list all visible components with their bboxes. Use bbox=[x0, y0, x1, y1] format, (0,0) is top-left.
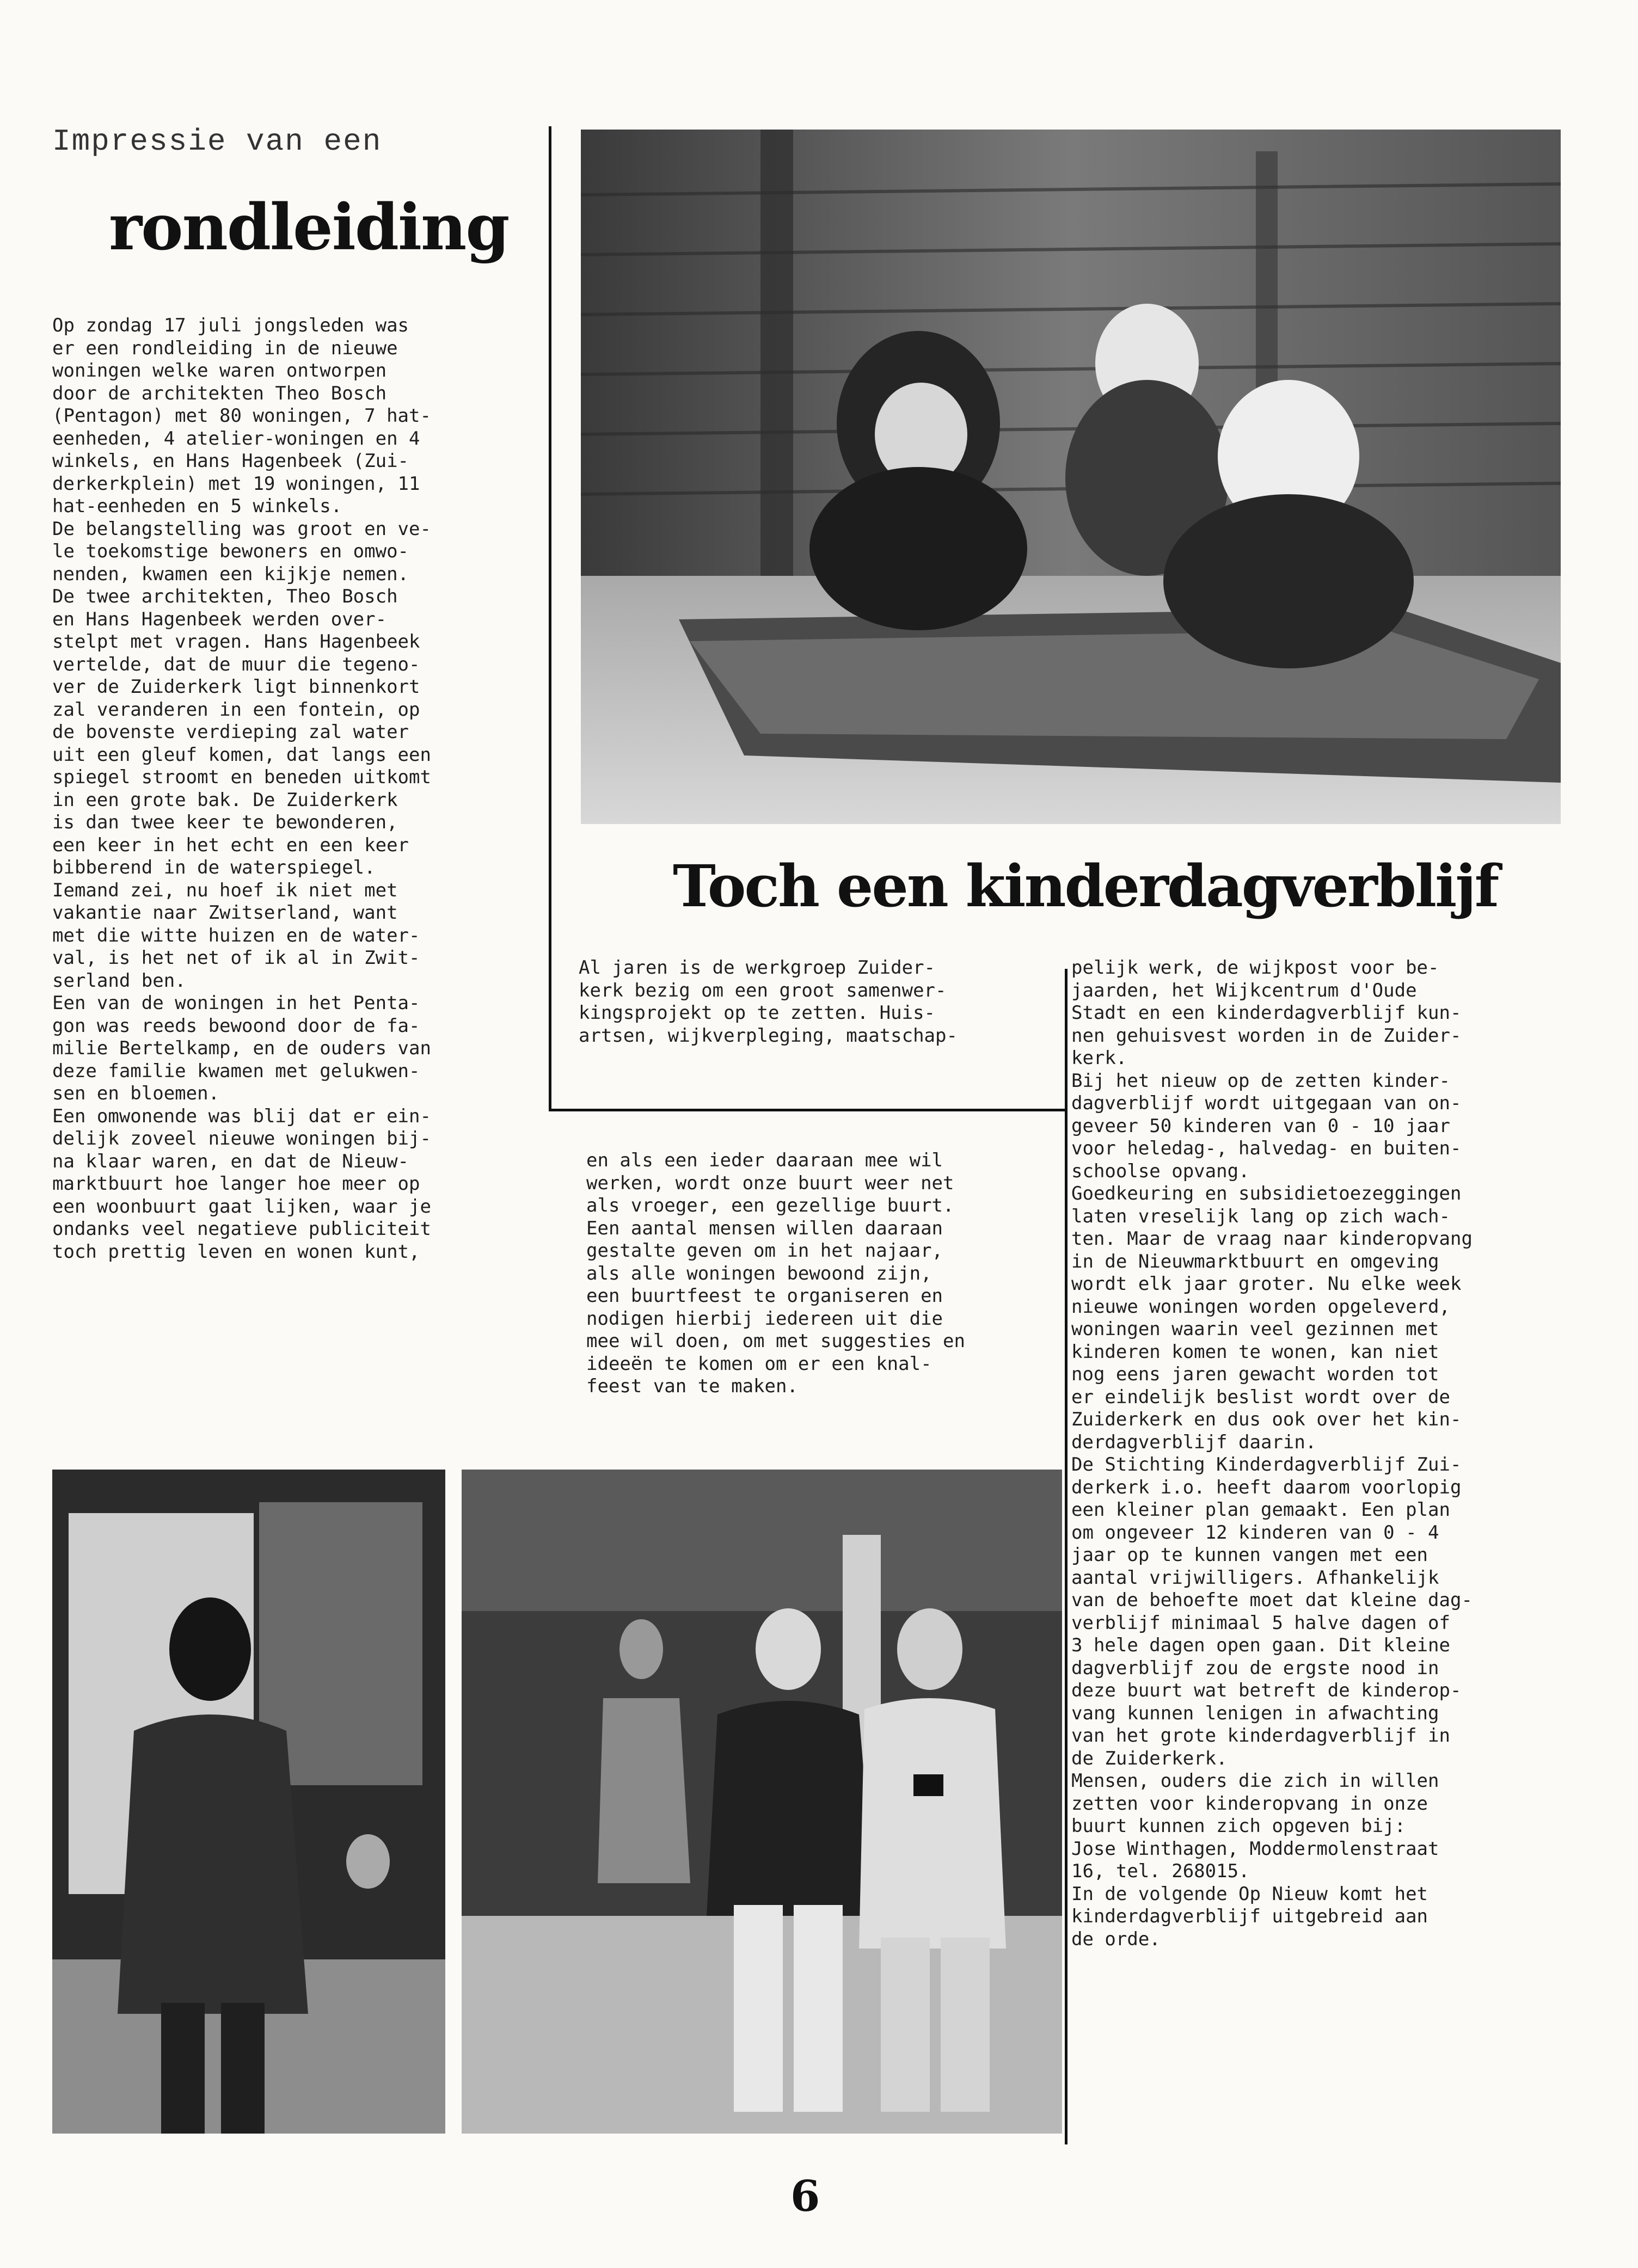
kinderdagverblijf-line: De Stichting Kinderdagverblijf Zui- bbox=[1071, 1454, 1462, 1476]
article-body-kinderdagverblijf bbox=[1071, 957, 1473, 1951]
kinderdagverblijf-line: ten. Maar de vraag naar kinderopvang bbox=[1071, 1228, 1473, 1250]
kinderdagverblijf-line: om ongeveer 12 kinderen van 0 - 4 bbox=[1071, 1521, 1439, 1544]
rondleiding-line: uit een gleuf komen, dat langs een bbox=[52, 743, 431, 766]
kinderdagverblijf-line: Jose Winthagen, Moddermolenstraat bbox=[1071, 1837, 1439, 1860]
rondleiding-continuation-line: gestalte geven om in het najaar, bbox=[586, 1240, 943, 1262]
kinderdagverblijf-line: Bij het nieuw op de zetten kinder- bbox=[1071, 1070, 1450, 1092]
kinderdagverblijf-line: buurt kunnen zich opgeven bij: bbox=[1071, 1815, 1406, 1837]
photo-man-walking bbox=[52, 1470, 445, 2134]
kinderdagverblijf-line: In de volgende Op Nieuw komt het bbox=[1071, 1883, 1428, 1905]
kinderdagverblijf-line: Mensen, ouders die zich in willen bbox=[1071, 1770, 1439, 1792]
rondleiding-line: serland ben. bbox=[52, 969, 186, 992]
rondleiding-line: (Pentagon) met 80 woningen, 7 hat- bbox=[52, 405, 431, 427]
rondleiding-line: na klaar waren, en dat de Nieuw- bbox=[52, 1150, 409, 1172]
kinderdagverblijf-line: van de behoefte moet dat kleine dag- bbox=[1071, 1589, 1473, 1611]
rondleiding-line: De belangstelling was groot en ve- bbox=[52, 518, 431, 540]
rondleiding-continuation-line: ideeën te komen om er een knal- bbox=[586, 1353, 932, 1375]
rondleiding-continuation-line: als vroeger, een gezellige buurt. bbox=[586, 1195, 954, 1216]
kinderdagverblijf-line: jaar op te kunnen vangen met een bbox=[1071, 1544, 1428, 1566]
kinderdagverblijf-line: 3 hele dagen open gaan. Dit kleine bbox=[1071, 1634, 1450, 1656]
kinderdagverblijf-intro-line: kerk bezig om een groot samenwer- bbox=[579, 979, 947, 1001]
rondleiding-line: een woonbuurt gaat lijken, waar je bbox=[52, 1195, 431, 1218]
kinderdagverblijf-line: zetten voor kinderopvang in onze bbox=[1071, 1792, 1428, 1815]
rondleiding-line: door de architekten Theo Bosch bbox=[52, 382, 387, 404]
rondleiding-line: val, is het net of ik al in Zwit- bbox=[52, 947, 420, 969]
kinderdagverblijf-line: nieuwe woningen worden opgeleverd, bbox=[1071, 1295, 1450, 1318]
rondleiding-line: eenheden, 4 atelier-woningen en 4 bbox=[52, 427, 420, 450]
rondleiding-line: er een rondleiding in de nieuwe bbox=[52, 337, 398, 359]
photo-children-sandbox bbox=[581, 130, 1561, 824]
kinderdagverblijf-line: derkerk i.o. heeft daarom voorlopig bbox=[1071, 1476, 1462, 1498]
kinderdagverblijf-line: laten vreselijk lang op zich wach- bbox=[1071, 1205, 1450, 1227]
rondleiding-line: vakantie naar Zwitserland, want bbox=[52, 902, 398, 924]
kinderdagverblijf-line: Stadt en een kinderdagverblijf kun- bbox=[1071, 1002, 1462, 1024]
kinderdagverblijf-line: dagverblijf zou de ergste nood in bbox=[1071, 1657, 1439, 1679]
kinderdagverblijf-line: deze buurt wat betreft de kinderop- bbox=[1071, 1680, 1462, 1701]
rondleiding-line: sen en bloemen. bbox=[52, 1083, 220, 1104]
rondleiding-line: winkels, en Hans Hagenbeek (Zui- bbox=[52, 450, 409, 472]
kinderdagverblijf-line: de orde. bbox=[1071, 1928, 1161, 1950]
rondleiding-line: milie Bertelkamp, en de ouders van bbox=[52, 1037, 431, 1059]
rondleiding-line: marktbuurt hoe langer hoe meer op bbox=[52, 1173, 420, 1195]
rondleiding-line: Iemand zei, nu hoef ik niet met bbox=[52, 879, 398, 901]
kinderdagverblijf-line: aantal vrijwilligers. Afhankelijk bbox=[1071, 1566, 1439, 1589]
kinderdagverblijf-line: dagverblijf wordt uitgegaan van on- bbox=[1071, 1092, 1462, 1114]
article-title-kinderdagverblijf: Toch een kinderdagverblijf bbox=[673, 852, 1498, 920]
kinderdagverblijf-line: een kleiner plan gemaakt. Een plan bbox=[1071, 1499, 1450, 1521]
divider-vertical-right bbox=[1065, 969, 1068, 2144]
rondleiding-line: een keer in het echt en een keer bbox=[52, 834, 409, 856]
photo-children-sandbox-image bbox=[581, 130, 1561, 824]
rondleiding-line: zal veranderen in een fontein, op bbox=[52, 698, 420, 721]
rondleiding-line: in een grote bak. De Zuiderkerk bbox=[52, 789, 398, 811]
rondleiding-line: woningen welke waren ontworpen bbox=[52, 360, 387, 382]
kinderdagverblijf-line: pelijk werk, de wijkpost voor be- bbox=[1071, 957, 1439, 979]
kinderdagverblijf-line: van het grote kinderdagverblijf in bbox=[1071, 1725, 1450, 1747]
photo-men-standing bbox=[462, 1470, 1062, 2134]
kinderdagverblijf-line: Zuiderkerk en dus ook over het kin- bbox=[1071, 1409, 1462, 1430]
kinderdagverblijf-intro-line: artsen, wijkverpleging, maatschap- bbox=[579, 1024, 958, 1047]
kinderdagverblijf-line: 16, tel. 268015. bbox=[1071, 1860, 1250, 1882]
kinderdagverblijf-line: jaarden, het Wijkcentrum d'Oude bbox=[1071, 979, 1417, 1001]
kinderdagverblijf-line: kerk. bbox=[1071, 1047, 1127, 1069]
page-number: 6 bbox=[790, 2172, 820, 2221]
rondleiding-line: De twee architekten, Theo Bosch bbox=[52, 586, 398, 607]
rondleiding-continuation-line: en als een ieder daaraan mee wil bbox=[586, 1150, 943, 1171]
rondleiding-line: gon was reeds bewoond door de fa- bbox=[52, 1015, 420, 1037]
article-intro-kinderdagverblijf bbox=[579, 957, 958, 1047]
rondleiding-line: is dan twee keer te bewonderen, bbox=[52, 812, 398, 833]
kinderdagverblijf-line: geveer 50 kinderen van 0 - 10 jaar bbox=[1071, 1115, 1450, 1137]
kinderdagverblijf-line: kinderdagverblijf uitgebreid aan bbox=[1071, 1906, 1428, 1927]
kinderdagverblijf-line: kinderen komen te wonen, kan niet bbox=[1071, 1341, 1439, 1363]
rondleiding-line: en Hans Hagenbeek werden over- bbox=[52, 608, 387, 630]
rondleiding-line: Op zondag 17 juli jongsleden was bbox=[52, 315, 409, 336]
article-body-rondleiding bbox=[52, 315, 431, 1263]
kinderdagverblijf-intro-line: kingsprojekt op te zetten. Huis- bbox=[579, 1002, 936, 1024]
kinderdagverblijf-line: nen gehuisvest worden in de Zuider- bbox=[1071, 1024, 1462, 1047]
rondleiding-line: vertelde, dat de muur die tegeno- bbox=[52, 653, 420, 675]
photo-men-standing-image bbox=[462, 1470, 1062, 2134]
rondleiding-line: ondanks veel negatieve publiciteit bbox=[52, 1218, 431, 1240]
kinderdagverblijf-line: nog eens jaren gewacht worden tot bbox=[1071, 1363, 1439, 1385]
kinderdagverblijf-line: woningen waarin veel gezinnen met bbox=[1071, 1318, 1439, 1340]
rondleiding-line: bibberend in de waterspiegel. bbox=[52, 857, 376, 878]
kinderdagverblijf-line: wordt elk jaar groter. Nu elke week bbox=[1071, 1273, 1462, 1295]
rondleiding-line: deze familie kwamen met gelukwen- bbox=[52, 1060, 420, 1082]
kinderdagverblijf-line: verblijf minimaal 5 halve dagen of bbox=[1071, 1612, 1450, 1634]
rondleiding-line: derkerkplein) met 19 woningen, 11 bbox=[52, 472, 420, 495]
rondleiding-line: stelpt met vragen. Hans Hagenbeek bbox=[52, 631, 420, 653]
kinderdagverblijf-intro-line: Al jaren is de werkgroep Zuider- bbox=[579, 957, 936, 979]
rondleiding-line: spiegel stroomt en beneden uitkomt bbox=[52, 766, 431, 788]
rondleiding-continuation-line: mee wil doen, om met suggesties en bbox=[586, 1330, 965, 1352]
photo-man-walking-image bbox=[52, 1470, 445, 2134]
rondleiding-continuation-line: feest van te maken. bbox=[586, 1375, 798, 1397]
kinderdagverblijf-line: de Zuiderkerk. bbox=[1071, 1747, 1228, 1769]
rondleiding-line: le toekomstige bewoners en omwo- bbox=[52, 540, 409, 562]
article-title-rondleiding: rondleiding bbox=[109, 190, 509, 265]
rondleiding-continuation-line: Een aantal mensen willen daaraan bbox=[586, 1217, 943, 1239]
rondleiding-line: Een omwonende was blij dat er ein- bbox=[52, 1105, 431, 1127]
divider-vertical-left bbox=[549, 126, 551, 1109]
article-continuation-rondleiding bbox=[586, 1150, 965, 1398]
rondleiding-line: delijk zoveel nieuwe woningen bij- bbox=[52, 1128, 431, 1150]
rondleiding-line: met die witte huizen en de water- bbox=[52, 924, 420, 946]
article-kicker: Impressie van een bbox=[52, 124, 382, 159]
rondleiding-line: toch prettig leven en wonen kunt, bbox=[52, 1240, 420, 1263]
kinderdagverblijf-line: vang kunnen lenigen in afwachting bbox=[1071, 1702, 1439, 1724]
rondleiding-line: nenden, kwamen een kijkje nemen. bbox=[52, 563, 409, 585]
kinderdagverblijf-line: derdagverblijf daarin. bbox=[1071, 1431, 1317, 1453]
kinderdagverblijf-line: Goedkeuring en subsidietoezeggingen bbox=[1071, 1183, 1462, 1204]
rondleiding-continuation-line: een buurtfeest te organiseren en bbox=[586, 1285, 943, 1307]
kinderdagverblijf-line: in de Nieuwmarktbuurt en omgeving bbox=[1071, 1250, 1439, 1273]
rondleiding-continuation-line: als alle woningen bewoond zijn, bbox=[586, 1262, 932, 1284]
rondleiding-line: ver de Zuiderkerk ligt binnenkort bbox=[52, 676, 420, 698]
rondleiding-line: hat-eenheden en 5 winkels. bbox=[52, 495, 342, 517]
divider-horizontal bbox=[549, 1109, 1065, 1111]
rondleiding-continuation-line: nodigen hierbij iedereen uit die bbox=[586, 1307, 943, 1330]
kinderdagverblijf-line: voor heledag-, halvedag- en buiten- bbox=[1071, 1138, 1462, 1159]
rondleiding-line: Een van de woningen in het Penta- bbox=[52, 992, 420, 1014]
rondleiding-line: de bovenste verdieping zal water bbox=[52, 721, 409, 743]
kinderdagverblijf-line: er eindelijk beslist wordt over de bbox=[1071, 1386, 1450, 1408]
kinderdagverblijf-line: schoolse opvang. bbox=[1071, 1160, 1250, 1182]
rondleiding-continuation-line: werken, wordt onze buurt weer net bbox=[586, 1172, 954, 1194]
